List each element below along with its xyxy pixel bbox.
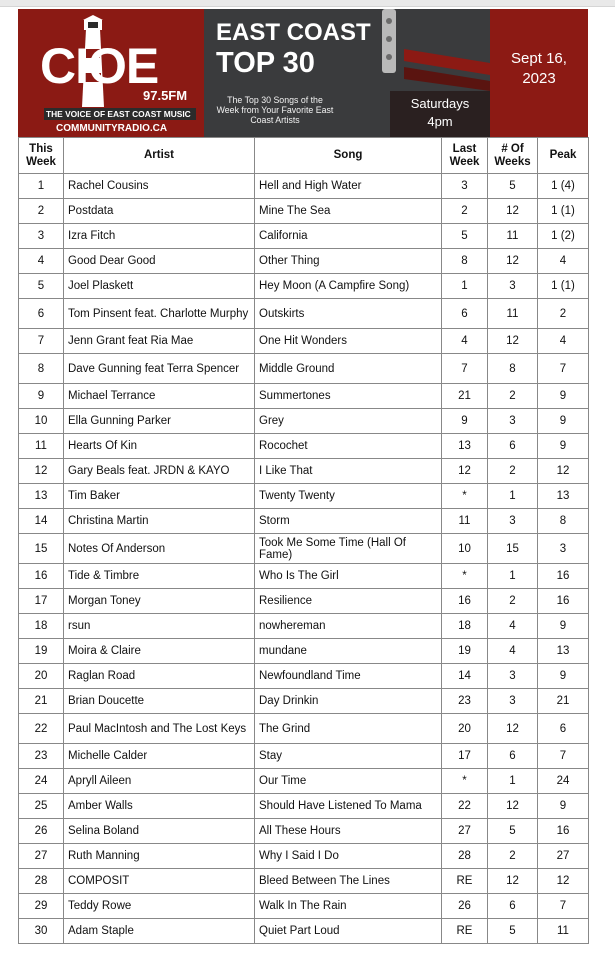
table-row	[19, 744, 589, 769]
cell-song: The Grind	[255, 714, 442, 744]
cell-artist: Raglan Road	[64, 664, 255, 689]
cell-song: Storm	[255, 509, 442, 534]
cell-artist: Apryll Aileen	[64, 769, 255, 794]
cell-position: 27	[19, 844, 64, 869]
cell-last-week: 19	[442, 639, 488, 664]
cell-artist: Adam Staple	[64, 919, 255, 944]
cell-last-week: 9	[442, 409, 488, 434]
cell-last-week: 16	[442, 589, 488, 614]
cell-peak: 7	[538, 354, 589, 384]
cell-last-week: 17	[442, 744, 488, 769]
cell-weeks: 15	[488, 534, 538, 564]
cell-peak: 2	[538, 299, 589, 329]
cell-last-week: 14	[442, 664, 488, 689]
table-row	[19, 794, 589, 819]
cell-song: Middle Ground	[255, 354, 442, 384]
cell-song: Day Drinkin	[255, 689, 442, 714]
cell-artist: Ruth Manning	[64, 844, 255, 869]
cell-position: 16	[19, 564, 64, 589]
cell-artist: Amber Walls	[64, 794, 255, 819]
cell-song: I Like That	[255, 459, 442, 484]
cell-position: 30	[19, 919, 64, 944]
cell-last-week: 5	[442, 224, 488, 249]
cell-peak: 1 (2)	[538, 224, 589, 249]
cell-weeks: 2	[488, 589, 538, 614]
cell-position: 10	[19, 409, 64, 434]
cell-last-week: 28	[442, 844, 488, 869]
cell-last-week: 22	[442, 794, 488, 819]
cell-peak: 1 (1)	[538, 199, 589, 224]
station-slogan: THE VOICE OF EAST COAST MUSIC	[44, 108, 196, 120]
cell-weeks: 4	[488, 614, 538, 639]
cell-last-week: *	[442, 484, 488, 509]
cell-weeks: 3	[488, 409, 538, 434]
cell-last-week: 4	[442, 329, 488, 354]
cell-peak: 9	[538, 409, 589, 434]
cell-position: 28	[19, 869, 64, 894]
cell-last-week: RE	[442, 869, 488, 894]
cell-weeks: 3	[488, 509, 538, 534]
cell-song: Should Have Listened To Mama	[255, 794, 442, 819]
cell-artist: Teddy Rowe	[64, 894, 255, 919]
cell-position: 19	[19, 639, 64, 664]
chart-banner	[18, 9, 588, 137]
cell-last-week: 3	[442, 174, 488, 199]
header-peak: Peak	[538, 138, 589, 174]
cell-song: California	[255, 224, 442, 249]
cell-weeks: 12	[488, 249, 538, 274]
header-artist: Artist	[64, 138, 255, 174]
cell-weeks: 12	[488, 199, 538, 224]
table-row	[19, 459, 589, 484]
cell-position: 12	[19, 459, 64, 484]
cell-peak: 6	[538, 714, 589, 744]
cell-weeks: 12	[488, 794, 538, 819]
top30-table	[18, 137, 589, 944]
cell-peak: 21	[538, 689, 589, 714]
chart-date	[490, 49, 588, 89]
table-row	[19, 919, 589, 944]
table-row	[19, 564, 589, 589]
table-row	[19, 769, 589, 794]
cell-position: 2	[19, 199, 64, 224]
cell-peak: 3	[538, 534, 589, 564]
cell-last-week: 23	[442, 689, 488, 714]
cell-last-week: 7	[442, 354, 488, 384]
cell-last-week: 27	[442, 819, 488, 844]
cell-weeks: 2	[488, 844, 538, 869]
table-row	[19, 434, 589, 459]
cell-position: 7	[19, 329, 64, 354]
cell-song: Twenty Twenty	[255, 484, 442, 509]
cell-peak: 8	[538, 509, 589, 534]
cell-last-week: 20	[442, 714, 488, 744]
table-body	[19, 174, 589, 944]
cell-weeks: 1	[488, 564, 538, 589]
cell-peak: 1 (1)	[538, 274, 589, 299]
cell-position: 26	[19, 819, 64, 844]
cell-last-week: RE	[442, 919, 488, 944]
cell-artist: Postdata	[64, 199, 255, 224]
station-frequency: 97.5FM	[143, 88, 188, 103]
cell-peak: 16	[538, 819, 589, 844]
cell-position: 3	[19, 224, 64, 249]
table-row	[19, 639, 589, 664]
schedule-time: 4pm	[427, 114, 453, 129]
chart-date-line1: Sept 16,	[511, 50, 567, 67]
cell-peak: 9	[538, 384, 589, 409]
cell-position: 15	[19, 534, 64, 564]
cell-artist: COMPOSIT	[64, 869, 255, 894]
cell-last-week: 6	[442, 299, 488, 329]
cell-artist: Tide & Timbre	[64, 564, 255, 589]
cell-last-week: 8	[442, 249, 488, 274]
cell-weeks: 5	[488, 919, 538, 944]
cell-last-week: 13	[442, 434, 488, 459]
cell-song: nowhereman	[255, 614, 442, 639]
cell-position: 25	[19, 794, 64, 819]
cell-position: 20	[19, 664, 64, 689]
cell-peak: 9	[538, 614, 589, 639]
broadcast-schedule	[390, 91, 490, 137]
cell-weeks: 12	[488, 869, 538, 894]
top-edge	[0, 0, 615, 7]
cell-peak: 1 (4)	[538, 174, 589, 199]
cell-position: 11	[19, 434, 64, 459]
cell-peak: 9	[538, 434, 589, 459]
cell-peak: 4	[538, 329, 589, 354]
cell-last-week: 2	[442, 199, 488, 224]
cell-last-week: *	[442, 564, 488, 589]
table-row	[19, 614, 589, 639]
table-row	[19, 354, 589, 384]
cell-artist: Moira & Claire	[64, 639, 255, 664]
cell-artist: Rachel Cousins	[64, 174, 255, 199]
cell-position: 21	[19, 689, 64, 714]
cell-artist: Selina Boland	[64, 819, 255, 844]
station-logo-text: CIOE	[40, 38, 159, 94]
station-website: COMMUNITYRADIO.CA	[56, 123, 168, 134]
cell-peak: 11	[538, 919, 589, 944]
cell-weeks: 1	[488, 769, 538, 794]
cell-weeks: 2	[488, 459, 538, 484]
header-song: Song	[255, 138, 442, 174]
cell-song: Bleed Between The Lines	[255, 869, 442, 894]
cell-song: Mine The Sea	[255, 199, 442, 224]
cell-artist: Tom Pinsent feat. Charlotte Murphy	[64, 299, 255, 329]
cell-song: Our Time	[255, 769, 442, 794]
cell-artist: Dave Gunning feat Terra Spencer	[64, 354, 255, 384]
cell-song: Took Me Some Time (Hall Of Fame)	[255, 534, 442, 564]
cell-artist: Notes Of Anderson	[64, 534, 255, 564]
cell-weeks: 6	[488, 434, 538, 459]
cell-position: 8	[19, 354, 64, 384]
cell-peak: 4	[538, 249, 589, 274]
cell-song: Outskirts	[255, 299, 442, 329]
chart-date-line2: 2023	[522, 70, 556, 87]
cell-weeks: 5	[488, 819, 538, 844]
cell-weeks: 12	[488, 329, 538, 354]
cell-peak: 16	[538, 589, 589, 614]
cell-position: 29	[19, 894, 64, 919]
cell-last-week: 26	[442, 894, 488, 919]
cell-weeks: 3	[488, 664, 538, 689]
cell-peak: 9	[538, 664, 589, 689]
table-row	[19, 174, 589, 199]
cell-position: 13	[19, 484, 64, 509]
chart-tagline: The Top 30 Songs of the Week from Your Favorite East Coast Artists	[216, 95, 334, 125]
header-last-week: Last Week	[442, 138, 488, 174]
cell-weeks: 11	[488, 224, 538, 249]
cell-position: 14	[19, 509, 64, 534]
cell-song: mundane	[255, 639, 442, 664]
cell-song: Summertones	[255, 384, 442, 409]
table-row	[19, 329, 589, 354]
cell-weeks: 3	[488, 274, 538, 299]
cell-last-week: *	[442, 769, 488, 794]
cell-weeks: 6	[488, 894, 538, 919]
table-row	[19, 844, 589, 869]
cell-last-week: 12	[442, 459, 488, 484]
cell-song: Walk In The Rain	[255, 894, 442, 919]
cell-artist: rsun	[64, 614, 255, 639]
cell-song: Who Is The Girl	[255, 564, 442, 589]
table-row	[19, 249, 589, 274]
cell-song: All These Hours	[255, 819, 442, 844]
chart-title-line1: EAST COAST	[216, 19, 371, 46]
cell-weeks: 5	[488, 174, 538, 199]
header-weeks: # Of Weeks	[488, 138, 538, 174]
cell-last-week: 11	[442, 509, 488, 534]
cell-artist: Gary Beals feat. JRDN & KAYO	[64, 459, 255, 484]
cell-position: 17	[19, 589, 64, 614]
cell-weeks: 11	[488, 299, 538, 329]
cell-position: 9	[19, 384, 64, 409]
chart-date-area	[490, 9, 588, 137]
cell-peak: 9	[538, 794, 589, 819]
cell-weeks: 8	[488, 354, 538, 384]
cell-peak: 24	[538, 769, 589, 794]
table-row	[19, 664, 589, 689]
cell-weeks: 2	[488, 384, 538, 409]
cell-artist: Ella Gunning Parker	[64, 409, 255, 434]
cell-position: 4	[19, 249, 64, 274]
cell-peak: 7	[538, 894, 589, 919]
chart-title-area	[204, 9, 490, 137]
cell-song: Hey Moon (A Campfire Song)	[255, 274, 442, 299]
cell-peak: 12	[538, 459, 589, 484]
table-row	[19, 819, 589, 844]
cell-song: Resilience	[255, 589, 442, 614]
cell-weeks: 6	[488, 744, 538, 769]
table-row	[19, 484, 589, 509]
table-row	[19, 409, 589, 434]
cell-song: Why I Said I Do	[255, 844, 442, 869]
table-row	[19, 509, 589, 534]
cell-artist: Michael Terrance	[64, 384, 255, 409]
cell-position: 22	[19, 714, 64, 744]
cell-song: Grey	[255, 409, 442, 434]
table-row	[19, 869, 589, 894]
cell-weeks: 4	[488, 639, 538, 664]
cell-last-week: 18	[442, 614, 488, 639]
station-logo-area	[18, 9, 204, 137]
table-row	[19, 274, 589, 299]
cell-peak: 12	[538, 869, 589, 894]
cell-artist: Hearts Of Kin	[64, 434, 255, 459]
cell-artist: Paul MacIntosh and The Lost Keys	[64, 714, 255, 744]
header-this-week: This Week	[19, 138, 64, 174]
cell-last-week: 1	[442, 274, 488, 299]
table-row	[19, 689, 589, 714]
cell-weeks: 1	[488, 484, 538, 509]
table-header-row	[19, 138, 589, 174]
cell-artist: Izra Fitch	[64, 224, 255, 249]
cell-artist: Morgan Toney	[64, 589, 255, 614]
table-row	[19, 224, 589, 249]
cell-song: Rocochet	[255, 434, 442, 459]
cell-peak: 27	[538, 844, 589, 869]
cell-last-week: 21	[442, 384, 488, 409]
schedule-day: Saturdays	[410, 96, 470, 111]
guitar-headstock-icon	[374, 9, 404, 79]
cell-position: 1	[19, 174, 64, 199]
cell-position: 18	[19, 614, 64, 639]
table-row	[19, 589, 589, 614]
cell-song: One Hit Wonders	[255, 329, 442, 354]
cell-peak: 7	[538, 744, 589, 769]
table-row	[19, 714, 589, 744]
cell-song: Stay	[255, 744, 442, 769]
cell-peak: 13	[538, 484, 589, 509]
cell-artist: Good Dear Good	[64, 249, 255, 274]
cell-position: 5	[19, 274, 64, 299]
table-row	[19, 299, 589, 329]
cell-position: 6	[19, 299, 64, 329]
cell-song: Newfoundland Time	[255, 664, 442, 689]
cell-peak: 16	[538, 564, 589, 589]
cell-artist: Joel Plaskett	[64, 274, 255, 299]
table-row	[19, 384, 589, 409]
cell-artist: Brian Doucette	[64, 689, 255, 714]
cell-peak: 13	[538, 639, 589, 664]
table-row	[19, 534, 589, 564]
cell-last-week: 10	[442, 534, 488, 564]
cell-weeks: 12	[488, 714, 538, 744]
cell-artist: Christina Martin	[64, 509, 255, 534]
cell-position: 24	[19, 769, 64, 794]
cell-song: Other Thing	[255, 249, 442, 274]
cell-song: Quiet Part Loud	[255, 919, 442, 944]
cell-position: 23	[19, 744, 64, 769]
cell-artist: Michelle Calder	[64, 744, 255, 769]
table-row	[19, 894, 589, 919]
cell-artist: Tim Baker	[64, 484, 255, 509]
cell-artist: Jenn Grant feat Ria Mae	[64, 329, 255, 354]
decorative-stripes	[404, 49, 490, 91]
cell-weeks: 3	[488, 689, 538, 714]
cell-song: Hell and High Water	[255, 174, 442, 199]
table-row	[19, 199, 589, 224]
chart-title-line2: TOP 30	[216, 47, 315, 79]
